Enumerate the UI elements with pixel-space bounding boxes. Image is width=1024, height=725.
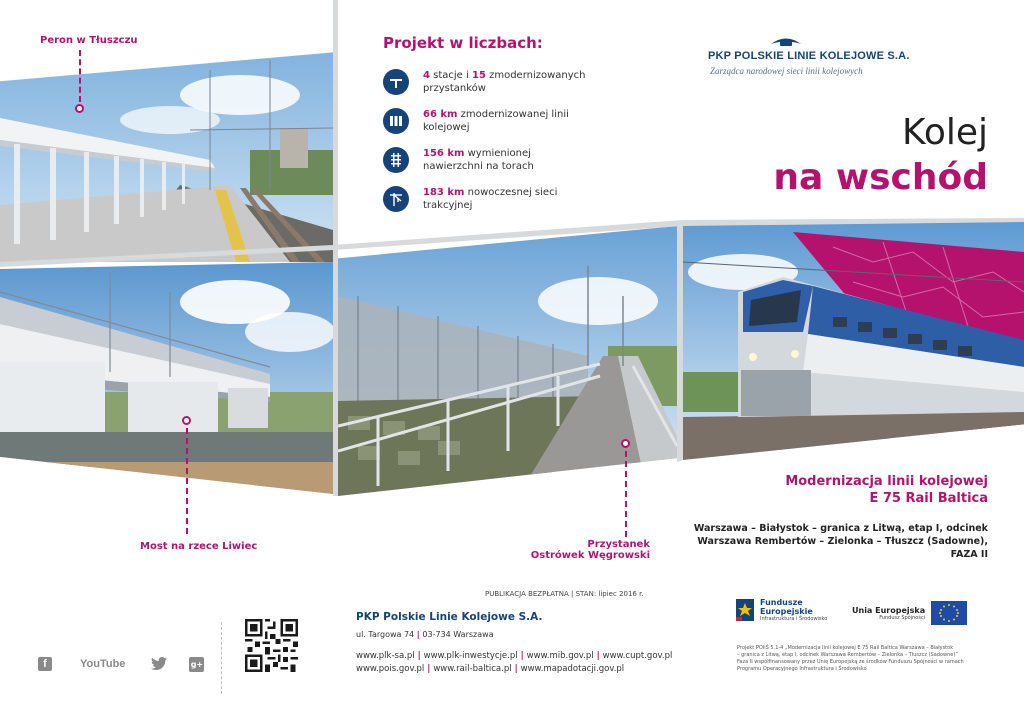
link-cupt[interactable]: www.cupt.gov.pl	[602, 651, 673, 661]
subtitle-line1: Modernizacja linii kolejowej	[785, 474, 988, 489]
route-line1: Warszawa – Białystok – granica z Litwą, etap I, odcinek	[693, 523, 988, 534]
footer-links-row2: www.pois.gov.pl | www.rail-baltica.pl | www.mapadotacji.gov.pl	[356, 664, 625, 674]
stat-stations-value: 4	[423, 70, 430, 81]
callout-peron: Peron w Tłuszczu	[40, 35, 138, 46]
stat-catenary-km-text: 183 km nowoczesnej sieci trakcyjnej	[423, 187, 558, 211]
callout-most-pin	[182, 416, 191, 425]
fe-sub: Infrastruktura i Środowisko	[760, 616, 828, 622]
callout-peron-pin	[75, 104, 84, 113]
stat-catenary-km-value: 183 km	[423, 187, 465, 198]
stats-title: Projekt w liczbach:	[383, 34, 543, 52]
subtitle-line2: E 75 Rail Baltica	[869, 491, 988, 506]
brand-tagline: Zarządca narodowej sieci linii kolejowych	[710, 66, 863, 76]
stat-track-km	[383, 147, 593, 173]
callout-przystanek-line1: Przystanek	[587, 539, 650, 550]
qr-code[interactable]	[245, 619, 298, 672]
callout-most-line	[186, 428, 188, 534]
address-city: 03-734 Warszawa	[422, 630, 494, 639]
footer-divider	[221, 622, 222, 694]
eu-flag-icon	[931, 601, 967, 625]
stat-line-km-value: 66 km	[423, 109, 458, 120]
company-name: PKP Polskie Linie Kolejowe S.A.	[356, 611, 543, 623]
route-description	[694, 522, 988, 561]
google-plus-icon[interactable]: g+	[189, 657, 204, 672]
callout-przystanek-line2: Ostrówek Węgrowski	[530, 550, 650, 561]
callout-przystanek-pin	[621, 439, 630, 448]
pkp-logo	[771, 34, 801, 48]
callout-peron-line	[79, 50, 81, 102]
track-icon	[383, 147, 409, 173]
stat-stations-text: 4 stacje i 15 zmodernizowanych przystanków	[423, 70, 586, 94]
youtube-icon[interactable]: YouTube	[80, 658, 126, 670]
callout-przystanek	[530, 539, 650, 561]
footer-links-row1: www.plk-sa.pl | www.plk-inwestycje.pl | www.mib.gov.pl | www.cupt.gov.pl	[356, 651, 673, 661]
stat-stations	[383, 69, 593, 95]
photo-train	[683, 222, 1024, 460]
social-links	[38, 655, 204, 673]
link-mapadotacji[interactable]: www.mapadotacji.gov.pl	[520, 664, 625, 674]
brand-name: PKP POLSKIE LINIE KOLEJOWE S.A.	[708, 50, 910, 62]
station-icon	[383, 69, 409, 95]
route-line3: FAZA II	[950, 549, 988, 560]
fe-title-2: Europejskie	[760, 607, 813, 616]
subtitle	[785, 473, 988, 507]
callout-most: Most na rzece Liwiec	[140, 541, 258, 552]
callout-przystanek-line	[625, 451, 627, 537]
link-rail-baltica[interactable]: www.rail-baltica.pl	[433, 664, 512, 674]
link-mib[interactable]: www.mib.gov.pl	[526, 651, 594, 661]
unia-europejska-logo	[852, 601, 967, 625]
ue-sub: Fundusz Spójności	[879, 614, 926, 621]
ue-title: Unia Europejska	[852, 605, 926, 615]
page-title-line1: Kolej	[902, 112, 988, 153]
fe-title-1: Fundusze	[760, 598, 803, 607]
footer-links	[356, 650, 672, 676]
publication-info: PUBLIKACJA BEZPŁATNA | STAN: lipiec 2016 r.	[485, 590, 644, 598]
twitter-icon[interactable]	[151, 655, 167, 674]
page-title-line2: na wschód	[773, 157, 988, 198]
photo-bridge-liwiec	[0, 262, 333, 494]
fe-star-icon	[734, 597, 756, 623]
facebook-icon[interactable]: f	[38, 657, 52, 671]
fundusze-europejskie-logo	[734, 597, 827, 623]
stat-line-km	[383, 108, 593, 134]
stat-track-km-text: 156 km wymienionej nawierzchni na torach	[423, 148, 534, 172]
stat-track-km-value: 156 km	[423, 148, 465, 159]
address-street: ul. Targowa 74	[356, 630, 415, 639]
eu-funding-note: Projekt POIiŚ 5.1-4 „Modernizacja linii kolejowej E 75 Rail Baltica Warszawa – Białystok – granica z Litwą, etap I, odcinek Warszawa Rembertów – Zielonka – Tłuszcz (Sadowne)” Faza II współfinansowany przez Unię Europejską ze środków Funduszu Spójności w ramach Programu Operacyjnego Infrastruktura i Środowisko	[737, 645, 964, 672]
link-plk-inwestycje[interactable]: www.plk-inwestycje.pl	[423, 651, 518, 661]
stat-line-km-text: 66 km zmodernizowanej linii kolejowej	[423, 109, 569, 133]
link-plk-sa[interactable]: www.plk-sa.pl	[356, 651, 415, 661]
catenary-icon	[383, 186, 409, 212]
company-address: ul. Targowa 74 | 03-734 Warszawa	[356, 630, 494, 639]
stat-catenary-km	[383, 186, 593, 212]
stop-platform-icon	[383, 108, 409, 134]
link-pois[interactable]: www.pois.gov.pl	[356, 664, 425, 674]
stat-stops-value: 15	[471, 70, 486, 81]
route-line2: Warszawa Rembertów – Zielonka – Tłuszcz (Sadowne),	[697, 536, 988, 547]
